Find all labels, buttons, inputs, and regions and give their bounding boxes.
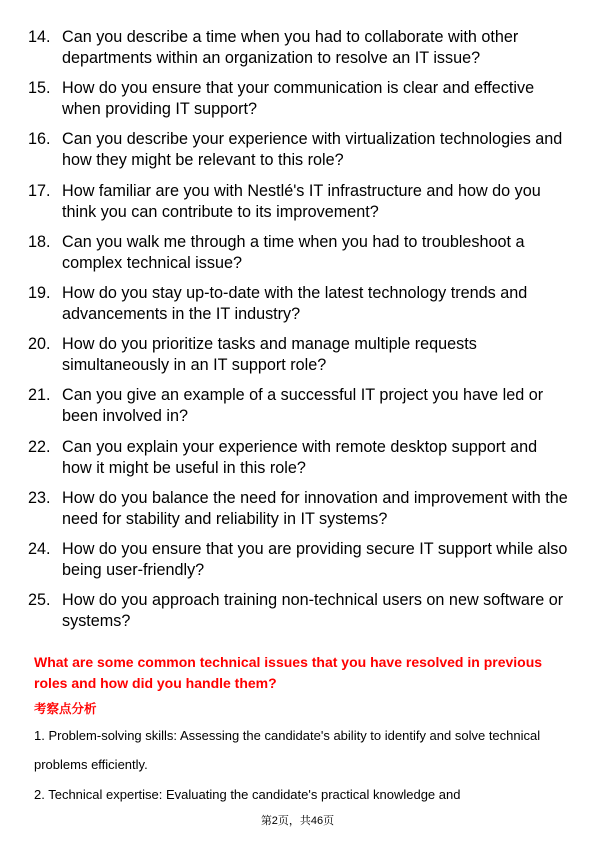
- question-text: How do you ensure that you are providing secure IT support while also being user-friendly?: [62, 539, 568, 579]
- question-number: 22.: [28, 437, 51, 456]
- question-text: How do you prioritize tasks and manage multiple requests simultaneously in an IT support role?: [62, 335, 477, 375]
- question-number: 24.: [28, 539, 51, 558]
- question-item: [28, 232, 568, 274]
- question-text: Can you give an example of a successful IT project you have led or been involved in?: [62, 386, 544, 426]
- question-number: 17.: [28, 181, 51, 200]
- question-number: 25.: [28, 591, 51, 610]
- question-text: How do you stay up-to-date with the latest technology trends and advancements in the IT industry?: [62, 283, 528, 323]
- question-number: 21.: [28, 386, 51, 405]
- analysis-paragraph: 2. Technical expertise: Evaluating the candidate's practical knowledge and: [34, 787, 461, 802]
- question-text: How do you approach training non-technical users on new software or systems?: [62, 591, 564, 631]
- question-item: [28, 488, 568, 530]
- question-item: [28, 283, 568, 325]
- question-text: How do you balance the need for innovation and improvement with the need for stability and reliability in IT systems?: [62, 488, 568, 528]
- question-number: 16.: [28, 130, 51, 149]
- question-number: 23.: [28, 488, 51, 507]
- question-number: 20.: [28, 335, 51, 354]
- question-number: 14.: [28, 28, 51, 46]
- question-text: Can you walk me through a time when you had to troubleshoot a complex technical issue?: [62, 232, 525, 272]
- section-heading: What are some common technical issues that you have resolved in previous roles and how did you handle them?: [34, 654, 543, 691]
- analysis-paragraph: 1. Problem-solving skills: Assessing the candidate's ability to identify and solve technical problems efficiently.: [34, 728, 541, 772]
- question-item: [28, 78, 568, 120]
- question-item: [28, 590, 568, 632]
- question-item: [28, 437, 568, 479]
- question-number: 19.: [28, 283, 51, 302]
- question-text: How do you ensure that your communication is clear and effective when providing IT support?: [62, 79, 535, 119]
- question-text: Can you explain your experience with remote desktop support and how it might be useful in this role?: [62, 437, 538, 477]
- question-item: [28, 385, 568, 427]
- page-number-footer: 第2页，共46页: [260, 815, 335, 827]
- question-item: [28, 539, 568, 581]
- question-text: Can you describe a time when you had to collaborate with other departments within an organization to resolve an IT issue?: [62, 28, 519, 67]
- question-item: [28, 27, 568, 69]
- question-text: Can you describe your experience with virtualization technologies and how they might be relevant to this role?: [62, 130, 563, 170]
- question-item: [28, 129, 568, 171]
- question-list: [28, 27, 568, 641]
- question-text: How familiar are you with Nestlé's IT infrastructure and how do you think you can contribute to its improvement?: [62, 181, 541, 221]
- question-number: 18.: [28, 232, 51, 251]
- question-number: 15.: [28, 79, 51, 98]
- question-item: [28, 181, 568, 223]
- analysis-subheading: 考察点分析: [34, 702, 97, 716]
- question-item: [28, 334, 568, 376]
